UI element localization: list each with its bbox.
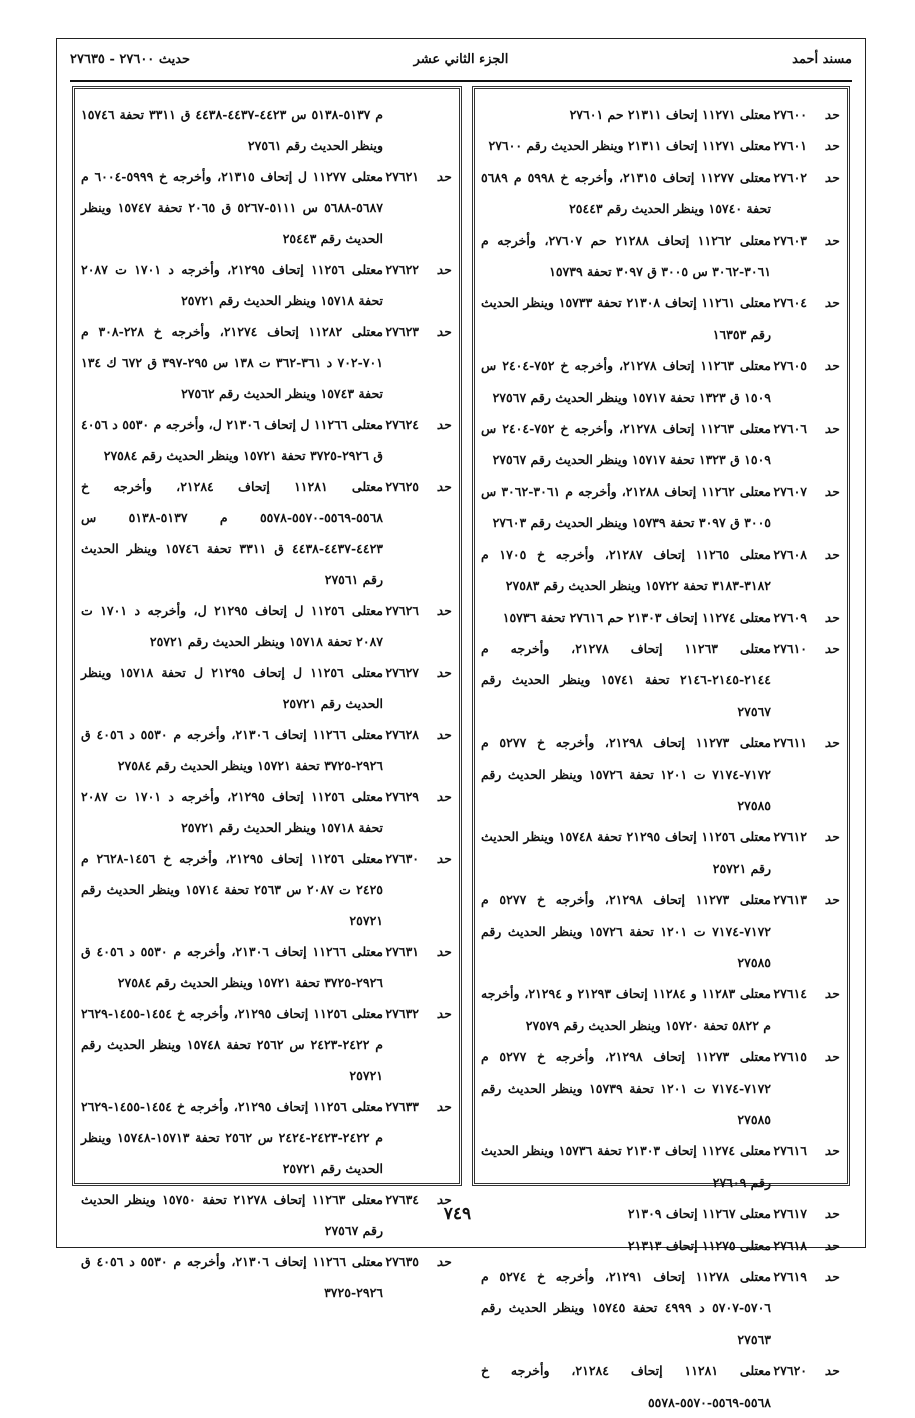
hadith-number: ٢٧٦٢٦ (385, 603, 419, 618)
entry-tag: حد (824, 1363, 839, 1379)
hadith-entry (481, 1041, 839, 1135)
hadith-number: ٢٧٦١٣ (773, 892, 807, 908)
hadith-number: ٢٧٦٠٤ (773, 295, 807, 311)
hadith-number: ٢٧٦١٥ (773, 1049, 807, 1065)
hadith-number: ٢٧٦٢٠ (773, 1363, 807, 1379)
entry-tag: حد (824, 1269, 839, 1285)
hadith-reference: معتلى ١١٢٦٣ إتحاف ٢١٢٧٨ تحفة ١٥٧٥٠ وينظر الحديث رقم ٢٧٥٦٧ (81, 1192, 383, 1238)
entry-tag: حد (436, 665, 451, 680)
hadith-entry (481, 1261, 839, 1355)
hadith-entry (81, 595, 451, 657)
hadith-entry (81, 657, 451, 719)
entry-tag: حد (436, 169, 451, 184)
hadith-number: ٢٧٦٢١ (385, 169, 419, 184)
hadith-entry (81, 719, 451, 781)
hadith-number: ٢٧٦٠٦ (773, 421, 807, 437)
continuation-entry (81, 99, 451, 161)
hadith-number: ٢٧٦٠٩ (773, 609, 807, 625)
entry-tag: حد (436, 417, 451, 432)
hadith-reference: معتلى ١١٢٦٦ إتحاف ٢١٣٠٦، وأخرجه م ٥٥٣٠ د ٤٠٥٦ ق ٢٩٢٦-٣٧٢٥ تحفة ١٥٧٢١ وينظر الحديث رقم ٢٧٥٨٤ (81, 727, 383, 773)
hadith-number: ٢٧٦٢٥ (385, 479, 419, 494)
hadith-reference: معتلى ١١٢٥٦ ل إتحاف ٢١٢٩٥ ل تحفة ١٥٧١٨ وينظر الحديث رقم ٢٥٧٢١ (81, 665, 383, 711)
entry-tag: حد (824, 483, 839, 499)
entry-tag: حد (436, 1099, 451, 1114)
hadith-reference: معتلى ١١٢٨٢ إتحاف ٢١٢٧٤، وأخرجه خ ٢٢٨-٣٠٨ م ٧٠١-٧٠٢ د ٣٦١-٣٦٢ ت ١٣٨ س ٢٩٥-٣٩٧ ق ٦٧٢ ك ١٣٤ تحفة ١٥٧٤٣ وينظر الحديث رقم ٢٧٥٦٢ (81, 324, 383, 401)
hadith-reference: معتلى ١١٢٥٦ إتحاف ٢١٢٩٥، وأخرجه خ ١٤٥٦-٢٦٢٨ م ٢٤٢٥ ت ٢٠٨٧ س ٢٥٦٣ تحفة ١٥٧١٤ وينظر الحديث رقم ٢٥٧٢١ (81, 851, 383, 928)
hadith-reference: معتلى ١١٢٥٦ ل إتحاف ٢١٢٩٥ ل، وأخرجه د ١٧٠١ ت ٢٠٨٧ تحفة ١٥٧١٨ وينظر الحديث رقم ٢٥٧٢١ (81, 603, 383, 649)
hadith-reference: معتلى ١١٢٦٣ إتحاف ٢١٢٧٨، وأخرجه م ٢١٤٤-٢١٤٥-٢١٤٦ تحفة ١٥٧٤١ وينظر الحديث رقم ٢٧٥٦٧ (481, 640, 771, 719)
hadith-number: ٢٧٦١٤ (773, 986, 807, 1002)
entry-tag: حد (436, 727, 451, 742)
hadith-entry (81, 409, 451, 471)
entry-tag: حد (824, 546, 839, 562)
hadith-number: ٢٧٦٣١ (385, 944, 419, 959)
hadith-reference: معتلى ١١٢٦٣ إتحاف ٢١٢٧٨، وأخرجه خ ٧٥٢-٢٤٠٤ س ١٥٠٩ ق ١٣٢٣ تحفة ١٥٧١٧ وينظر الحديث رقم ٢٧٥٦٧ (481, 421, 771, 468)
hadith-number: ٢٧٦٣٣ (385, 1099, 419, 1114)
hadith-reference: معتلى ١١٢٦٢ إتحاف ٢١٢٨٨، وأخرجه م ٣٠٦١-٣٠٦٢ س ٣٠٠٥ ق ٣٠٩٧ تحفة ١٥٧٣٩ وينظر الحديث رقم ٢٧٦٠٣ (481, 483, 771, 531)
hadith-entry (481, 130, 839, 161)
hadith-entry (481, 1135, 839, 1198)
hadith-entry (481, 539, 839, 602)
entry-tag: حد (436, 1192, 451, 1207)
entry-tag: حد (824, 640, 839, 656)
hadith-reference: معتلى ١١٢٦٦ إتحاف ٢١٣٠٦، وأخرجه م ٥٥٣٠ د ٤٠٥٦ ق ٢٩٢٦-٣٧٢٥ (81, 1254, 383, 1300)
hadith-entry (481, 99, 839, 130)
hadith-entry (481, 602, 839, 633)
hadith-reference: معتلى ١١٢٧٧ إتحاف ٢١٣١٥، وأخرجه خ ٥٩٩٨ م ٥٦٨٩ تحفة ١٥٧٤٠ وينظر الحديث رقم ٢٥٤٤٣ (481, 169, 771, 217)
hadith-entry (481, 287, 839, 350)
hadith-number: ٢٧٦٢٢ (385, 262, 419, 277)
hadith-number: ٢٧٦١٢ (773, 829, 807, 845)
hadith-reference: معتلى ١١٢٧٣ إتحاف ٢١٢٩٨، وأخرجه خ ٥٢٧٧ م ٧١٧٢-٧١٧٤ ت ١٢٠١ تحفة ١٥٧٢٦ وينظر الحديث رقم ٢٧٥٨٥ (481, 892, 771, 970)
hadith-reference: معتلى ١١٢٦٣ إتحاف ٢١٢٧٨، وأخرجه خ ٧٥٢-٢٤٠٤ س ١٥٠٩ ق ١٣٢٣ تحفة ١٥٧١٧ وينظر الحديث رقم ٢٧٥٦٧ (481, 358, 771, 405)
right-entry-list (481, 99, 839, 1410)
hadith-entry (481, 821, 839, 884)
entry-tag: حد (824, 1206, 839, 1222)
volume-title: الجزء الثاني عشر (413, 52, 509, 67)
hadith-entry (81, 161, 451, 254)
hadith-number: ٢٧٦٠٧ (773, 483, 807, 499)
hadith-reference: معتلى ١١٢٧٤ إتحاف ٢١٣٠٣ تحفة ١٥٧٣٦ وينظر الحديث رقم ٢٧٦٠٩ (481, 1143, 771, 1190)
hadith-entry (81, 316, 451, 409)
hadith-reference: معتلى ١١٢٨١ إتحاف ٢١٢٨٤، وأخرجه خ ٥٥٦٨-٥٥٦٩-٥٥٧٠-٥٥٧٨ (481, 1363, 771, 1410)
hadith-number: ٢٧٦١٦ (773, 1143, 807, 1159)
entry-tag: حد (824, 232, 839, 248)
hadith-reference: معتلى ١١٢٨١ إتحاف ٢١٢٨٤، وأخرجه خ ٥٥٦٨-٥٥٦٩-٥٥٧٠-٥٥٧٨ م ٥١٣٧-٥١٣٨ س ٤٤٢٣-٤٤٣٧-٤٤٣٨ ق ٣٣١١ تحفة ١٥٧٤٦ وينظر الحديث رقم ٢٧٥٦١ (81, 479, 383, 587)
entry-tag: حد (436, 789, 451, 804)
hadith-reference: معتلى ١١٢٧٣ إتحاف ٢١٢٩٨، وأخرجه خ ٥٢٧٧ م ٧١٧٢-٧١٧٤ ت ١٢٠١ تحفة ١٥٧٣٩ وينظر الحديث رقم ٢٧٥٨٥ (481, 1049, 771, 1127)
entry-tag: حد (824, 986, 839, 1002)
hadith-number: ٢٧٦٣٥ (385, 1254, 419, 1269)
hadith-entry (481, 1230, 839, 1261)
hadith-number: ٢٧٦٣٢ (385, 1006, 419, 1021)
hadith-entry (481, 162, 839, 225)
entry-tag: حد (824, 829, 839, 845)
hadith-entry (81, 1091, 451, 1184)
entry-tag: حد (436, 1006, 451, 1021)
running-head (70, 52, 852, 76)
hadith-number: ٢٧٦٠٣ (773, 232, 807, 248)
entry-tag: حد (824, 1143, 839, 1159)
hadith-reference: معتلى ١١٢٧١ إتحاف ٢١٣١١ وينظر الحديث رقم ٢٧٦٠٠ (488, 138, 771, 154)
hadith-number: ٢٧٦١٠ (773, 640, 807, 656)
entry-tag: حد (824, 609, 839, 625)
hadith-entry (81, 1246, 451, 1308)
page-number: ٧٤٩ (443, 1204, 472, 1224)
entry-tag: حد (824, 107, 839, 122)
hadith-reference: معتلى ١١٢٦١ إتحاف ٢١٣٠٨ تحفة ١٥٧٣٣ وينظر الحديث رقم ١٦٣٥٣ (481, 295, 771, 342)
hadith-entry (481, 633, 839, 727)
hadith-entry (81, 781, 451, 843)
entry-tag: حد (436, 479, 451, 494)
hadith-entry (481, 413, 839, 476)
hadith-reference: معتلى ١١٢٦٢ إتحاف ٢١٢٨٨ حم ٢٧٦٠٧، وأخرجه م ٣٠٦١-٣٠٦٢ س ٣٠٠٥ ق ٣٠٩٧ تحفة ١٥٧٣٩ (481, 232, 771, 280)
hadith-reference: معتلى ١١٢٧٣ إتحاف ٢١٢٩٨، وأخرجه خ ٥٢٧٧ م ٧١٧٢-٧١٧٤ ت ١٢٠١ تحفة ١٥٧٢٦ وينظر الحديث رقم ٢٧٥٨٥ (481, 735, 771, 813)
entry-tag: حد (436, 262, 451, 277)
hadith-reference: معتلى ١١٢٥٦ إتحاف ٢١٢٩٥، وأخرجه د ١٧٠١ ت ٢٠٨٧ تحفة ١٥٧١٨ وينظر الحديث رقم ٢٥٧٢١ (81, 789, 383, 835)
entry-tag: حد (824, 892, 839, 908)
hadith-reference: معتلى ١١٢٦٦ ل إتحاف ٢١٣٠٦ ل، وأخرجه م ٥٥٣٠ د ٤٠٥٦ ق ٢٩٢٦-٣٧٢٥ تحفة ١٥٧٢١ وينظر الحديث رقم ٢٧٥٨٤ (81, 417, 383, 463)
entry-tag: حد (436, 603, 451, 618)
hadith-number: ٢٧٦١١ (773, 735, 807, 751)
hadith-reference: معتلى ١١٢٧٤ إتحاف ٢١٣٠٣ حم ٢٧٦١٦ تحفة ١٥٧٣٦ (502, 609, 771, 625)
hadith-entry (481, 225, 839, 288)
hadith-entry (481, 476, 839, 539)
entry-tag: حد (436, 1254, 451, 1269)
hadith-entry (481, 727, 839, 821)
hadith-number: ٢٧٦٠٠ (773, 107, 807, 122)
hadith-number: ٢٧٦٠٥ (773, 358, 807, 374)
hadith-entry (81, 254, 451, 316)
hadith-number: ٢٧٦١٧ (773, 1206, 807, 1222)
hadith-entry (81, 998, 451, 1091)
hadith-number: ٢٧٦١٨ (773, 1237, 807, 1253)
hadith-number: ٢٧٦٣٤ (385, 1192, 419, 1207)
hadith-reference: معتلى ١١٢٥٦ إتحاف ٢١٢٩٥، وأخرجه خ ١٤٥٤-١٤٥٥-٢٦٢٩ م ٢٤٢٢-٢٤٢٣ س ٢٥٦٢ تحفة ١٥٧٤٨ وينظر الحديث رقم ٢٥٧٢١ (81, 1006, 384, 1083)
hadith-entry (481, 350, 839, 413)
entry-tag: حد (824, 169, 839, 185)
hadith-reference: معتلى ١١٢٧٨ إتحاف ٢١٢٩١، وأخرجه خ ٥٢٧٤ م ٥٧٠٦-٥٧٠٧ د ٤٩٩٩ تحفة ١٥٧٤٥ وينظر الحديث رقم ٢٧٥٦٣ (481, 1269, 771, 1347)
hadith-entry (81, 471, 451, 595)
entry-tag: حد (824, 735, 839, 751)
hadith-entry (81, 936, 451, 998)
hadith-number: ٢٧٦٠١ (773, 138, 807, 154)
hadith-reference: معتلى ١١٢٥٦ إتحاف ٢١٢٩٥، وأخرجه خ ١٤٥٤-١٤٥٥-٢٦٢٩ م ٢٤٢٢-٢٤٢٣-٢٤٢٤ س ٢٥٦٢ تحفة ١٥٧١٣-١٥٧٤٨ وينظر الحديث رقم ٢٥٧٢١ (81, 1099, 384, 1176)
entry-tag: حد (436, 944, 451, 959)
hadith-reference: معتلى ١١٢٧١ إتحاف ٢١٣١١ حم ٢٧٦٠١ (569, 107, 771, 122)
hadith-entry (481, 1355, 839, 1418)
entry-tag: حد (824, 358, 839, 374)
hadith-reference: معتلى ١١٢٦٦ إتحاف ٢١٣٠٦، وأخرجه م ٥٥٣٠ د ٤٠٥٦ ق ٢٩٢٦-٣٧٢٥ تحفة ١٥٧٢١ وينظر الحديث رقم ٢٧٥٨٤ (81, 944, 383, 990)
hadith-reference: معتلى ١١٢٦٥ إتحاف ٢١٢٨٧، وأخرجه خ ١٧٠٥ م ٣١٨٢-٣١٨٣ تحفة ١٥٧٢٢ وينظر الحديث رقم ٢٧٥٨٣ (481, 546, 771, 594)
entry-tag: حد (824, 138, 839, 154)
hadith-reference: معتلى ١١٢٥٦ إتحاف ٢١٢٩٥، وأخرجه د ١٧٠١ ت ٢٠٨٧ تحفة ١٥٧١٨ وينظر الحديث رقم ٢٥٧٢١ (81, 262, 383, 308)
hadith-number: ٢٧٦٢٩ (385, 789, 419, 804)
hadith-range: حديث ٢٧٦٠٠ - ٢٧٦٣٥ (70, 52, 191, 67)
header-rule (70, 80, 852, 82)
hadith-number: ٢٧٦٠٨ (773, 546, 807, 562)
left-entry-list (81, 99, 451, 1300)
hadith-number: ٢٧٦٢٧ (385, 665, 419, 680)
hadith-entry (81, 843, 451, 936)
entry-tag: حد (824, 421, 839, 437)
hadith-reference: معتلى ١١٢٥٦ إتحاف ٢١٢٩٥ تحفة ١٥٧٤٨ وينظر الحديث رقم ٢٥٧٢١ (481, 829, 771, 876)
entry-tag: حد (824, 295, 839, 311)
right-column (472, 86, 850, 1410)
book-title: مسند أحمد (792, 52, 852, 67)
entry-tag: حد (824, 1237, 839, 1253)
hadith-number: ٢٧٦٠٢ (773, 169, 807, 185)
continuation-text: م ٥١٣٧-٥١٣٨ س ٤٤٢٣-٤٤٣٧-٤٤٣٨ ق ٣٣١١ تحفة ١٥٧٤٦ وينظر الحديث رقم ٢٧٥٦١ (81, 107, 384, 153)
hadith-entry (481, 978, 839, 1041)
entry-tag: حد (436, 851, 451, 866)
hadith-number: ٢٧٦١٩ (773, 1269, 807, 1285)
hadith-reference: معتلى ١١٢٧٧ ل إتحاف ٢١٣١٥، وأخرجه خ ٥٩٩٩-٦٠٠٤ م ٥٦٨٧-٥٦٨٨ س ٥١١١-٥٢٦٧ ق ٢٠٦٥ تحفة ١٥٧٤٧ وينظر الحديث رقم ٢٥٤٤٣ (81, 169, 384, 246)
entry-tag: حد (824, 1049, 839, 1065)
hadith-number: ٢٧٦٢٨ (385, 727, 419, 742)
hadith-reference: معتلى ١١٢٧٥ إتحاف ٢١٣١٣ (627, 1237, 771, 1253)
entry-tag: حد (436, 324, 451, 339)
hadith-entry (481, 884, 839, 978)
hadith-reference: معتلى ١١٢٨٣ و ١١٢٨٤ إتحاف ٢١٢٩٣ و ٢١٢٩٤، وأخرجه م ٥٨٢٢ تحفة ١٥٧٢٠ وينظر الحديث رقم ٢٧٥٧٩ (481, 986, 771, 1033)
hadith-number: ٢٧٦٣٠ (385, 851, 419, 866)
hadith-number: ٢٧٦٢٣ (385, 324, 419, 339)
hadith-number: ٢٧٦٢٤ (385, 417, 419, 432)
hadith-reference: معتلى ١١٢٦٧ إتحاف ٢١٣٠٩ (627, 1206, 771, 1222)
